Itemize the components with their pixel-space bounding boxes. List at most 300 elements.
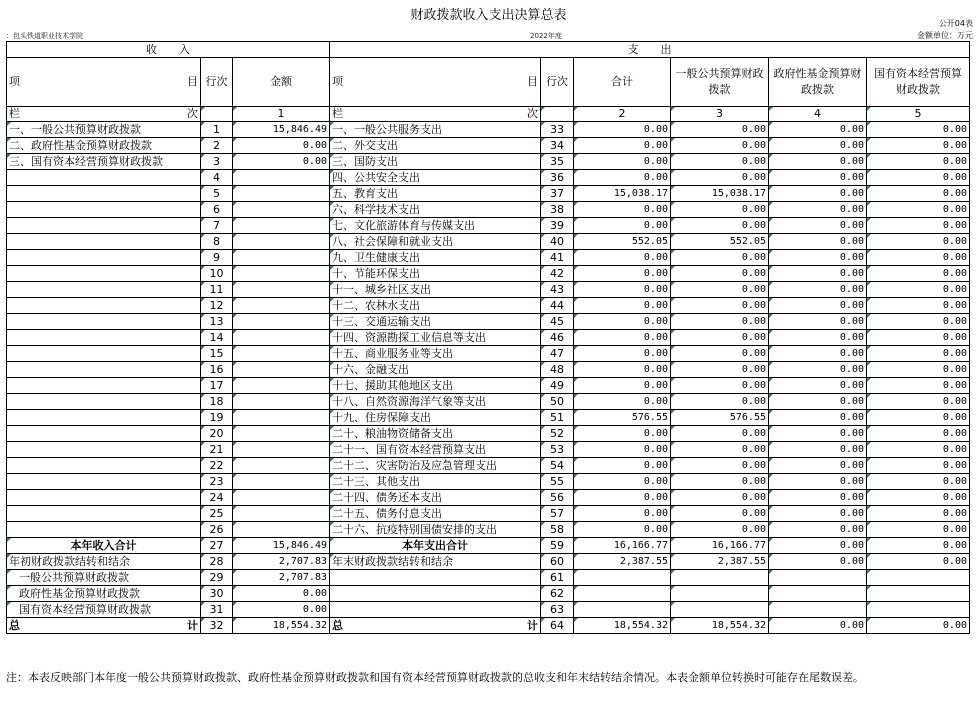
income-row-no-cell[interactable]: 19 (201, 410, 233, 426)
expense-row-no-cell[interactable]: 62 (541, 586, 574, 602)
expense-row-no-cell[interactable]: 47 (541, 346, 574, 362)
grand-total-label[interactable]: 总 计 (7, 618, 201, 634)
income-item-cell[interactable] (7, 298, 201, 314)
income-item-cell[interactable] (7, 266, 201, 282)
income-item-cell[interactable] (7, 170, 201, 186)
general-budget-header[interactable]: 一般公共预算财政拨款 (671, 58, 769, 107)
total-cell[interactable]: 0.00 (574, 346, 671, 362)
gov-fund-cell[interactable]: 0.00 (769, 458, 867, 474)
income-item-cell[interactable] (7, 218, 201, 234)
income-item-cell[interactable] (7, 250, 201, 266)
income-item-cell[interactable]: 国有资本经营预算财政拨款 (7, 602, 201, 618)
gov-fund-cell[interactable]: 0.00 (769, 218, 867, 234)
expense-row-no-cell[interactable]: 36 (541, 170, 574, 186)
gov-fund-cell[interactable]: 0.00 (769, 410, 867, 426)
general-budget-cell[interactable]: 16,166.77 (671, 538, 769, 554)
state-capital-cell[interactable]: 0.00 (867, 474, 970, 490)
expense-item-cell[interactable] (330, 602, 541, 618)
income-amount-cell[interactable] (233, 426, 330, 442)
general-budget-cell[interactable]: 0.00 (671, 218, 769, 234)
col-total[interactable]: 2 (574, 107, 671, 122)
income-amount-cell[interactable] (233, 202, 330, 218)
gov-fund-cell[interactable]: 0.00 (769, 122, 867, 138)
general-budget-cell[interactable]: 0.00 (671, 122, 769, 138)
gov-fund-cell[interactable]: 0.00 (769, 138, 867, 154)
gov-fund-cell[interactable] (769, 586, 867, 602)
gov-fund-cell[interactable]: 0.00 (769, 234, 867, 250)
expense-item-cell[interactable]: 三、国防支出 (330, 154, 541, 170)
col-general[interactable]: 3 (671, 107, 769, 122)
general-budget-cell[interactable]: 2,387.55 (671, 554, 769, 570)
expense-row-no-cell[interactable]: 63 (541, 602, 574, 618)
income-row-no-cell[interactable]: 12 (201, 298, 233, 314)
state-capital-header[interactable]: 国有资本经营预算财政拨款 (867, 58, 970, 107)
income-amount-cell[interactable] (233, 218, 330, 234)
gov-fund-cell[interactable]: 0.00 (769, 554, 867, 570)
expense-item-cell[interactable]: 十三、交通运输支出 (330, 314, 541, 330)
income-amount-cell[interactable] (233, 506, 330, 522)
state-capital-cell[interactable]: 0.00 (867, 490, 970, 506)
income-amount-cell[interactable]: 0.00 (233, 602, 330, 618)
income-item-cell[interactable] (7, 234, 201, 250)
income-amount-cell[interactable]: 15,846.49 (233, 538, 330, 554)
total-cell[interactable]: 0.00 (574, 378, 671, 394)
state-capital-cell[interactable]: 0.00 (867, 122, 970, 138)
income-amount-cell[interactable]: 2,707.83 (233, 570, 330, 586)
income-amount-cell[interactable] (233, 234, 330, 250)
general-budget-cell[interactable]: 0.00 (671, 250, 769, 266)
income-amount-cell[interactable] (233, 266, 330, 282)
expense-row-no-cell[interactable]: 39 (541, 218, 574, 234)
expense-item-cell[interactable]: 四、公共安全支出 (330, 170, 541, 186)
total-cell[interactable]: 0.00 (574, 330, 671, 346)
expense-row-no-cell[interactable]: 41 (541, 250, 574, 266)
income-row-no-cell[interactable]: 17 (201, 378, 233, 394)
expense-row-no-cell[interactable]: 37 (541, 186, 574, 202)
general-budget-cell[interactable]: 0.00 (671, 138, 769, 154)
state-capital-cell[interactable]: 0.00 (867, 234, 970, 250)
expense-item-cell[interactable]: 九、卫生健康支出 (330, 250, 541, 266)
income-amount-cell[interactable]: 15,846.49 (233, 122, 330, 138)
income-amount-cell[interactable] (233, 186, 330, 202)
income-item-cell[interactable] (7, 186, 201, 202)
income-item-cell[interactable]: 政府性基金预算财政拨款 (7, 586, 201, 602)
expense-item-cell[interactable]: 七、文化旅游体育与传媒支出 (330, 218, 541, 234)
total-cell[interactable] (574, 602, 671, 618)
expense-col-label[interactable]: 栏 次 (330, 107, 541, 122)
total-cell[interactable]: 2,387.55 (574, 554, 671, 570)
gov-fund-cell[interactable]: 0.00 (769, 330, 867, 346)
state-capital-cell[interactable]: 0.00 (867, 362, 970, 378)
state-capital-cell[interactable]: 0.00 (867, 426, 970, 442)
state-capital-cell[interactable]: 0.00 (867, 442, 970, 458)
gov-fund-cell[interactable] (769, 602, 867, 618)
state-capital-cell[interactable]: 0.00 (867, 394, 970, 410)
general-budget-cell[interactable]: 0.00 (671, 378, 769, 394)
expense-item-cell[interactable]: 二十一、国有资本经营预算支出 (330, 442, 541, 458)
expense-row-no-cell[interactable]: 52 (541, 426, 574, 442)
state-capital-cell[interactable]: 0.00 (867, 202, 970, 218)
income-amount-cell[interactable] (233, 330, 330, 346)
income-item-cell[interactable] (7, 506, 201, 522)
state-capital-cell[interactable]: 0.00 (867, 554, 970, 570)
expense-row-no-cell[interactable]: 54 (541, 458, 574, 474)
total-cell[interactable]: 576.55 (574, 410, 671, 426)
general-budget-cell[interactable]: 0.00 (671, 458, 769, 474)
expense-item-cell[interactable]: 二十二、灾害防治及应急管理支出 (330, 458, 541, 474)
gov-fund-cell[interactable]: 0.00 (769, 378, 867, 394)
expense-row-no-cell[interactable]: 56 (541, 490, 574, 506)
state-capital-cell[interactable]: 0.00 (867, 266, 970, 282)
income-item-header[interactable]: 项 目 (7, 58, 201, 107)
grand-total-gov[interactable]: 0.00 (769, 618, 867, 634)
expense-row-no-cell[interactable]: 51 (541, 410, 574, 426)
total-cell[interactable]: 0.00 (574, 458, 671, 474)
income-amount-cell[interactable]: 0.00 (233, 586, 330, 602)
gov-fund-cell[interactable]: 0.00 (769, 426, 867, 442)
general-budget-cell[interactable]: 0.00 (671, 474, 769, 490)
total-cell[interactable] (574, 586, 671, 602)
gov-fund-cell[interactable]: 0.00 (769, 474, 867, 490)
income-amount-cell[interactable]: 0.00 (233, 138, 330, 154)
income-amount-cell[interactable] (233, 314, 330, 330)
income-amount-cell[interactable] (233, 522, 330, 538)
income-row-no-cell[interactable]: 5 (201, 186, 233, 202)
total-header[interactable]: 合计 (574, 58, 671, 107)
expense-item-cell[interactable]: 二十四、债务还本支出 (330, 490, 541, 506)
expense-item-cell[interactable]: 二十六、抗疫特别国债安排的支出 (330, 522, 541, 538)
income-item-cell[interactable]: 三、国有资本经营预算财政拨款 (7, 154, 201, 170)
general-budget-cell[interactable]: 552.05 (671, 234, 769, 250)
income-item-cell[interactable] (7, 458, 201, 474)
state-capital-cell[interactable] (867, 602, 970, 618)
state-capital-cell[interactable]: 0.00 (867, 314, 970, 330)
expense-item-cell[interactable]: 五、教育支出 (330, 186, 541, 202)
total-cell[interactable]: 0.00 (574, 474, 671, 490)
general-budget-cell[interactable]: 0.00 (671, 426, 769, 442)
total-cell[interactable]: 0.00 (574, 394, 671, 410)
expense-row-no-cell[interactable]: 40 (541, 234, 574, 250)
expense-row-no-cell[interactable]: 34 (541, 138, 574, 154)
total-cell[interactable]: 15,038.17 (574, 186, 671, 202)
general-budget-cell[interactable]: 0.00 (671, 266, 769, 282)
income-item-cell[interactable]: 二、政府性基金预算财政拨款 (7, 138, 201, 154)
general-budget-cell[interactable]: 0.00 (671, 346, 769, 362)
income-item-cell[interactable] (7, 522, 201, 538)
total-cell[interactable]: 0.00 (574, 266, 671, 282)
general-budget-cell[interactable]: 0.00 (671, 442, 769, 458)
general-budget-cell[interactable] (671, 602, 769, 618)
gov-fund-header[interactable]: 政府性基金预算财政拨款 (769, 58, 867, 107)
general-budget-cell[interactable]: 576.55 (671, 410, 769, 426)
income-amount-cell[interactable] (233, 250, 330, 266)
expense-item-cell[interactable]: 二十三、其他支出 (330, 474, 541, 490)
gov-fund-cell[interactable] (769, 570, 867, 586)
grand-total-state[interactable]: 0.00 (867, 618, 970, 634)
income-row-no-header[interactable]: 行次 (201, 58, 233, 107)
col-gov[interactable]: 4 (769, 107, 867, 122)
expense-item-cell[interactable]: 六、科学技术支出 (330, 202, 541, 218)
income-amount-cell[interactable] (233, 458, 330, 474)
income-amount-cell[interactable] (233, 170, 330, 186)
expense-item-cell[interactable]: 八、社会保障和就业支出 (330, 234, 541, 250)
general-budget-cell[interactable]: 0.00 (671, 202, 769, 218)
income-row-no-cell[interactable]: 22 (201, 458, 233, 474)
total-cell[interactable]: 0.00 (574, 490, 671, 506)
general-budget-cell[interactable]: 0.00 (671, 154, 769, 170)
gov-fund-cell[interactable]: 0.00 (769, 538, 867, 554)
income-row-no-cell[interactable]: 18 (201, 394, 233, 410)
income-section-header[interactable]: 收 入 (7, 42, 330, 58)
expense-item-cell[interactable]: 十八、自然资源海洋气象等支出 (330, 394, 541, 410)
expense-row-no-cell[interactable]: 50 (541, 394, 574, 410)
state-capital-cell[interactable]: 0.00 (867, 346, 970, 362)
income-item-cell[interactable] (7, 442, 201, 458)
total-cell[interactable]: 0.00 (574, 170, 671, 186)
income-item-cell[interactable]: 年初财政拨款结转和结余 (7, 554, 201, 570)
expense-section-header[interactable]: 支 出 (330, 42, 970, 58)
general-budget-cell[interactable]: 0.00 (671, 362, 769, 378)
income-amount-cell[interactable] (233, 410, 330, 426)
income-amount-cell[interactable] (233, 474, 330, 490)
income-row-no-cell[interactable]: 16 (201, 362, 233, 378)
total-cell[interactable]: 0.00 (574, 202, 671, 218)
total-cell[interactable]: 0.00 (574, 138, 671, 154)
state-capital-cell[interactable]: 0.00 (867, 298, 970, 314)
grand-total-total[interactable]: 18,554.32 (574, 618, 671, 634)
income-row-no-cell[interactable]: 3 (201, 154, 233, 170)
expense-row-no-cell[interactable]: 46 (541, 330, 574, 346)
expense-row-no-cell[interactable]: 58 (541, 522, 574, 538)
income-item-cell[interactable]: 一般公共预算财政拨款 (7, 570, 201, 586)
general-budget-cell[interactable]: 0.00 (671, 490, 769, 506)
expense-row-no-cell[interactable]: 44 (541, 298, 574, 314)
gov-fund-cell[interactable]: 0.00 (769, 202, 867, 218)
income-row-no-cell[interactable]: 11 (201, 282, 233, 298)
income-row-no-cell[interactable]: 23 (201, 474, 233, 490)
state-capital-cell[interactable]: 0.00 (867, 330, 970, 346)
income-item-cell[interactable] (7, 330, 201, 346)
general-budget-cell[interactable]: 0.00 (671, 170, 769, 186)
income-row-no-cell[interactable]: 15 (201, 346, 233, 362)
state-capital-cell[interactable] (867, 570, 970, 586)
total-cell[interactable]: 0.00 (574, 122, 671, 138)
income-row-no-cell[interactable]: 24 (201, 490, 233, 506)
gov-fund-cell[interactable]: 0.00 (769, 362, 867, 378)
state-capital-cell[interactable]: 0.00 (867, 522, 970, 538)
income-item-cell[interactable] (7, 426, 201, 442)
income-row-no-cell[interactable]: 27 (201, 538, 233, 554)
income-amount-cell[interactable] (233, 282, 330, 298)
total-cell[interactable]: 0.00 (574, 314, 671, 330)
income-item-cell[interactable] (7, 314, 201, 330)
total-cell[interactable]: 0.00 (574, 362, 671, 378)
income-row-no-cell[interactable]: 20 (201, 426, 233, 442)
grand-total-ex-label[interactable]: 总 计 (330, 618, 541, 634)
state-capital-cell[interactable]: 0.00 (867, 282, 970, 298)
expense-row-no-cell[interactable]: 61 (541, 570, 574, 586)
expense-item-cell[interactable]: 十、节能环保支出 (330, 266, 541, 282)
expense-item-cell[interactable]: 十五、商业服务业等支出 (330, 346, 541, 362)
income-amount-cell[interactable] (233, 362, 330, 378)
gov-fund-cell[interactable]: 0.00 (769, 266, 867, 282)
income-row-no-cell[interactable]: 29 (201, 570, 233, 586)
income-row-no-cell[interactable]: 10 (201, 266, 233, 282)
total-cell[interactable]: 16,166.77 (574, 538, 671, 554)
general-budget-cell[interactable]: 0.00 (671, 282, 769, 298)
expense-item-cell[interactable]: 二十、粮油物资储备支出 (330, 426, 541, 442)
total-cell[interactable]: 0.00 (574, 506, 671, 522)
expense-item-cell[interactable] (330, 570, 541, 586)
grand-total-in-no[interactable]: 32 (201, 618, 233, 634)
expense-row-no-cell[interactable]: 53 (541, 442, 574, 458)
income-row-no-cell[interactable]: 8 (201, 234, 233, 250)
income-row-no-cell[interactable]: 4 (201, 170, 233, 186)
gov-fund-cell[interactable]: 0.00 (769, 186, 867, 202)
expense-item-cell[interactable]: 二、外交支出 (330, 138, 541, 154)
total-cell[interactable]: 0.00 (574, 522, 671, 538)
expense-item-cell[interactable]: 十一、城乡社区支出 (330, 282, 541, 298)
gov-fund-cell[interactable]: 0.00 (769, 522, 867, 538)
income-col-amount[interactable]: 1 (233, 107, 330, 122)
state-capital-cell[interactable]: 0.00 (867, 154, 970, 170)
col-state[interactable]: 5 (867, 107, 970, 122)
expense-row-no-cell[interactable]: 55 (541, 474, 574, 490)
state-capital-cell[interactable]: 0.00 (867, 378, 970, 394)
expense-item-cell[interactable]: 二十五、债务付息支出 (330, 506, 541, 522)
income-row-no-cell[interactable]: 14 (201, 330, 233, 346)
expense-item-cell[interactable]: 十九、住房保障支出 (330, 410, 541, 426)
income-row-no-cell[interactable]: 6 (201, 202, 233, 218)
general-budget-cell[interactable]: 0.00 (671, 394, 769, 410)
income-row-no-cell[interactable]: 30 (201, 586, 233, 602)
general-budget-cell[interactable]: 0.00 (671, 314, 769, 330)
state-capital-cell[interactable]: 0.00 (867, 410, 970, 426)
income-item-cell[interactable] (7, 394, 201, 410)
gov-fund-cell[interactable]: 0.00 (769, 394, 867, 410)
total-cell[interactable]: 552.05 (574, 234, 671, 250)
gov-fund-cell[interactable]: 0.00 (769, 298, 867, 314)
expense-row-no-cell[interactable]: 38 (541, 202, 574, 218)
expense-col-rowno-cell[interactable] (541, 107, 574, 122)
income-amount-header[interactable]: 金额 (233, 58, 330, 107)
total-cell[interactable]: 0.00 (574, 426, 671, 442)
total-cell[interactable]: 0.00 (574, 282, 671, 298)
general-budget-cell[interactable]: 0.00 (671, 298, 769, 314)
state-capital-cell[interactable]: 0.00 (867, 458, 970, 474)
income-row-no-cell[interactable]: 13 (201, 314, 233, 330)
gov-fund-cell[interactable]: 0.00 (769, 314, 867, 330)
state-capital-cell[interactable]: 0.00 (867, 250, 970, 266)
total-cell[interactable]: 0.00 (574, 298, 671, 314)
expense-item-cell[interactable]: 年末财政拨款结转和结余 (330, 554, 541, 570)
income-amount-cell[interactable] (233, 394, 330, 410)
income-amount-cell[interactable] (233, 346, 330, 362)
income-item-cell[interactable] (7, 378, 201, 394)
income-row-no-cell[interactable]: 9 (201, 250, 233, 266)
income-item-cell[interactable] (7, 202, 201, 218)
state-capital-cell[interactable]: 0.00 (867, 538, 970, 554)
total-cell[interactable]: 0.00 (574, 250, 671, 266)
expense-item-cell[interactable]: 十六、金融支出 (330, 362, 541, 378)
expense-row-no-cell[interactable]: 35 (541, 154, 574, 170)
income-amount-cell[interactable] (233, 378, 330, 394)
gov-fund-cell[interactable]: 0.00 (769, 250, 867, 266)
total-cell[interactable] (574, 570, 671, 586)
total-cell[interactable]: 0.00 (574, 154, 671, 170)
gov-fund-cell[interactable]: 0.00 (769, 442, 867, 458)
total-cell[interactable]: 0.00 (574, 442, 671, 458)
income-amount-cell[interactable] (233, 298, 330, 314)
state-capital-cell[interactable]: 0.00 (867, 170, 970, 186)
expense-item-cell[interactable]: 一、一般公共服务支出 (330, 122, 541, 138)
gov-fund-cell[interactable]: 0.00 (769, 506, 867, 522)
gov-fund-cell[interactable]: 0.00 (769, 170, 867, 186)
expense-row-no-cell[interactable]: 49 (541, 378, 574, 394)
gov-fund-cell[interactable]: 0.00 (769, 154, 867, 170)
state-capital-cell[interactable]: 0.00 (867, 186, 970, 202)
general-budget-cell[interactable]: 0.00 (671, 522, 769, 538)
income-item-cell[interactable] (7, 474, 201, 490)
grand-total-general[interactable]: 18,554.32 (671, 618, 769, 634)
income-row-no-cell[interactable]: 28 (201, 554, 233, 570)
general-budget-cell[interactable]: 0.00 (671, 330, 769, 346)
expense-item-header[interactable]: 项 目 (330, 58, 541, 107)
expense-row-no-cell[interactable]: 45 (541, 314, 574, 330)
expense-item-cell[interactable]: 十四、资源勘探工业信息等支出 (330, 330, 541, 346)
income-item-cell[interactable] (7, 282, 201, 298)
income-row-no-cell[interactable]: 2 (201, 138, 233, 154)
income-amount-cell[interactable] (233, 490, 330, 506)
gov-fund-cell[interactable]: 0.00 (769, 282, 867, 298)
expense-item-cell[interactable]: 本年支出合计 (330, 538, 541, 554)
expense-item-cell[interactable] (330, 586, 541, 602)
income-amount-cell[interactable] (233, 442, 330, 458)
expense-item-cell[interactable]: 十二、农林水支出 (330, 298, 541, 314)
expense-item-cell[interactable]: 十七、援助其他地区支出 (330, 378, 541, 394)
income-amount-cell[interactable]: 0.00 (233, 154, 330, 170)
income-item-cell[interactable] (7, 346, 201, 362)
expense-row-no-header[interactable]: 行次 (541, 58, 574, 107)
grand-total-in-amount[interactable]: 18,554.32 (233, 618, 330, 634)
income-item-cell[interactable] (7, 362, 201, 378)
expense-row-no-cell[interactable]: 42 (541, 266, 574, 282)
income-item-cell[interactable]: 本年收入合计 (7, 538, 201, 554)
state-capital-cell[interactable] (867, 586, 970, 602)
general-budget-cell[interactable] (671, 586, 769, 602)
state-capital-cell[interactable]: 0.00 (867, 218, 970, 234)
total-cell[interactable]: 0.00 (574, 218, 671, 234)
income-item-cell[interactable] (7, 410, 201, 426)
income-row-no-cell[interactable]: 31 (201, 602, 233, 618)
income-row-no-cell[interactable]: 26 (201, 522, 233, 538)
gov-fund-cell[interactable]: 0.00 (769, 490, 867, 506)
gov-fund-cell[interactable]: 0.00 (769, 346, 867, 362)
income-item-cell[interactable] (7, 490, 201, 506)
income-row-no-cell[interactable]: 21 (201, 442, 233, 458)
income-col-label[interactable]: 栏 次 (7, 107, 201, 122)
income-row-no-cell[interactable]: 7 (201, 218, 233, 234)
general-budget-cell[interactable]: 0.00 (671, 506, 769, 522)
income-col-rowno-cell[interactable] (201, 107, 233, 122)
income-item-cell[interactable]: 一、一般公共预算财政拨款 (7, 122, 201, 138)
expense-row-no-cell[interactable]: 59 (541, 538, 574, 554)
expense-row-no-cell[interactable]: 60 (541, 554, 574, 570)
state-capital-cell[interactable]: 0.00 (867, 506, 970, 522)
income-row-no-cell[interactable]: 1 (201, 122, 233, 138)
income-row-no-cell[interactable]: 25 (201, 506, 233, 522)
expense-row-no-cell[interactable]: 57 (541, 506, 574, 522)
